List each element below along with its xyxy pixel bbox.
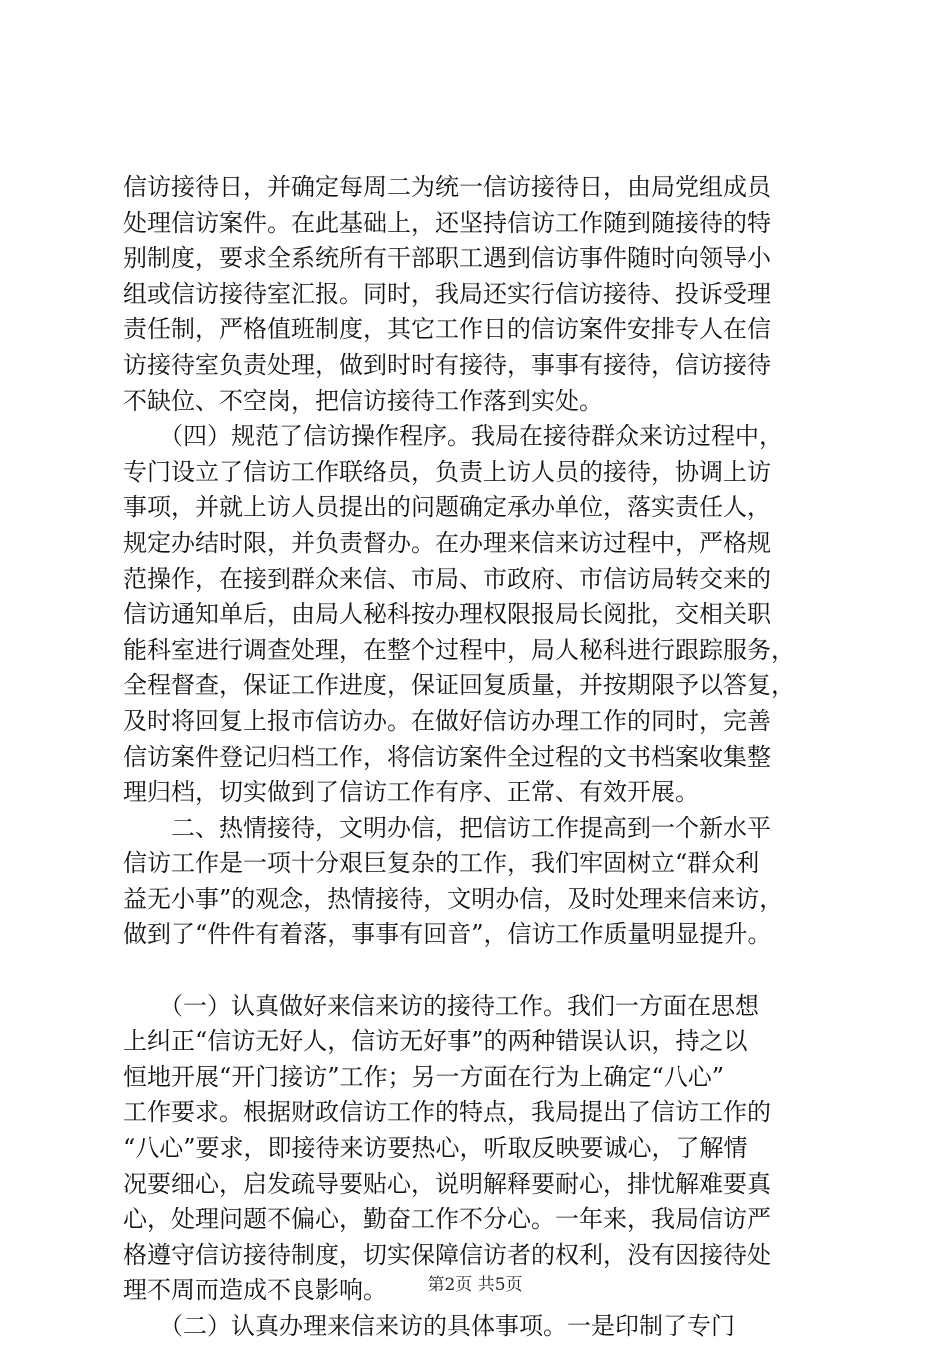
- text-line: 心，处理问题不偏心，勤奋工作不分心。一年来，我局信访严: [123, 1205, 771, 1234]
- text-line: 范操作，在接到群众来信、市局、市政府、市信访局转交来的: [123, 564, 771, 593]
- text-line: 况要细心，启发疏导要贴心，说明解释要耐心，排忧解难要真: [123, 1169, 771, 1198]
- text-line: 不缺位、不空岗，把信访接待工作落到实处。: [123, 386, 603, 415]
- text-line: （一）认真做好来信来访的接待工作。我们一方面在思想: [123, 991, 759, 1020]
- text-line: 做到了“件件有着落，事事有回音”，信访工作质量明显提升。: [123, 920, 772, 949]
- text-line: 处理信访案件。在此基础上，还坚持信访工作随到随接待的特: [123, 208, 771, 237]
- text-line: 事项，并就上访人员提出的问题确定承办单位，落实责任人，: [123, 493, 771, 522]
- text-line: （二）认真办理来信来访的具体事项。一是印制了专门: [123, 1312, 735, 1340]
- text-line: 益无小事”的观念，热情接待，文明办信，及时处理来信来访，: [123, 884, 784, 913]
- paragraph-gap: [123, 953, 843, 989]
- page-footer: 第2页 共5页: [427, 1275, 523, 1295]
- text-line: 信访案件登记归档工作，将信访案件全过程的文书档案收集整: [123, 742, 771, 771]
- text-line: 及时将回复上报市信访办。在做好信访办理工作的同时，完善: [123, 706, 771, 735]
- text-line: 二、热情接待，文明办信，把信访工作提高到一个新水平: [123, 813, 771, 842]
- text-line: （四）规范了信访操作程序。我局在接待群众来访过程中，: [123, 422, 783, 451]
- text-line: 信访通知单后，由局人秘科按办理权限报局长阅批，交相关职: [123, 600, 771, 629]
- text-line: 信访接待日，并确定每周二为统一信访接待日，由局党组成员: [123, 173, 771, 201]
- text-line: 理归档，切实做到了信访工作有序、正常、有效开展。: [123, 778, 699, 807]
- text-line: “八心”要求，即接待来访要热心，听取反映要诚心，了解情: [123, 1134, 748, 1163]
- text-line: 别制度，要求全系统所有干部职工遇到信访事件随时向领导小: [123, 244, 771, 273]
- text-line: 全程督查，保证工作进度，保证回复质量，并按期限予以答复，: [123, 671, 795, 700]
- text-line: 访接待室负责处理，做到时时有接待，事事有接待，信访接待: [123, 350, 771, 379]
- text-line: 恒地开展“开门接访”工作；另一方面在行为上确定“八心”: [123, 1062, 725, 1091]
- text-line: 规定办结时限，并负责督办。在办理来信来访过程中，严格规: [123, 528, 771, 557]
- text-line: 上纠正“信访无好人，信访无好事”的两种错误认识，持之以: [123, 1027, 748, 1056]
- text-line: 信访工作是一项十分艰巨复杂的工作，我们牢固树立“群众利: [123, 849, 760, 878]
- text-line: 理不周而造成不良影响。: [123, 1276, 387, 1305]
- text-line: 能科室进行调查处理，在整个过程中，局人秘科进行跟踪服务，: [123, 635, 795, 664]
- document-body: [123, 170, 843, 1345]
- text-line: 组或信访接待室汇报。同时，我局还实行信访接待、投诉受理: [123, 279, 771, 308]
- text-line: 格遵守信访接待制度，切实保障信访者的权利，没有因接待处: [123, 1240, 771, 1269]
- text-line: 责任制，严格值班制度，其它工作日的信访案件安排专人在信: [123, 315, 771, 344]
- text-line: 专门设立了信访工作联络员，负责上访人员的接待，协调上访: [123, 457, 771, 486]
- text-line: 工作要求。根据财政信访工作的特点，我局提出了信访工作的: [123, 1098, 771, 1127]
